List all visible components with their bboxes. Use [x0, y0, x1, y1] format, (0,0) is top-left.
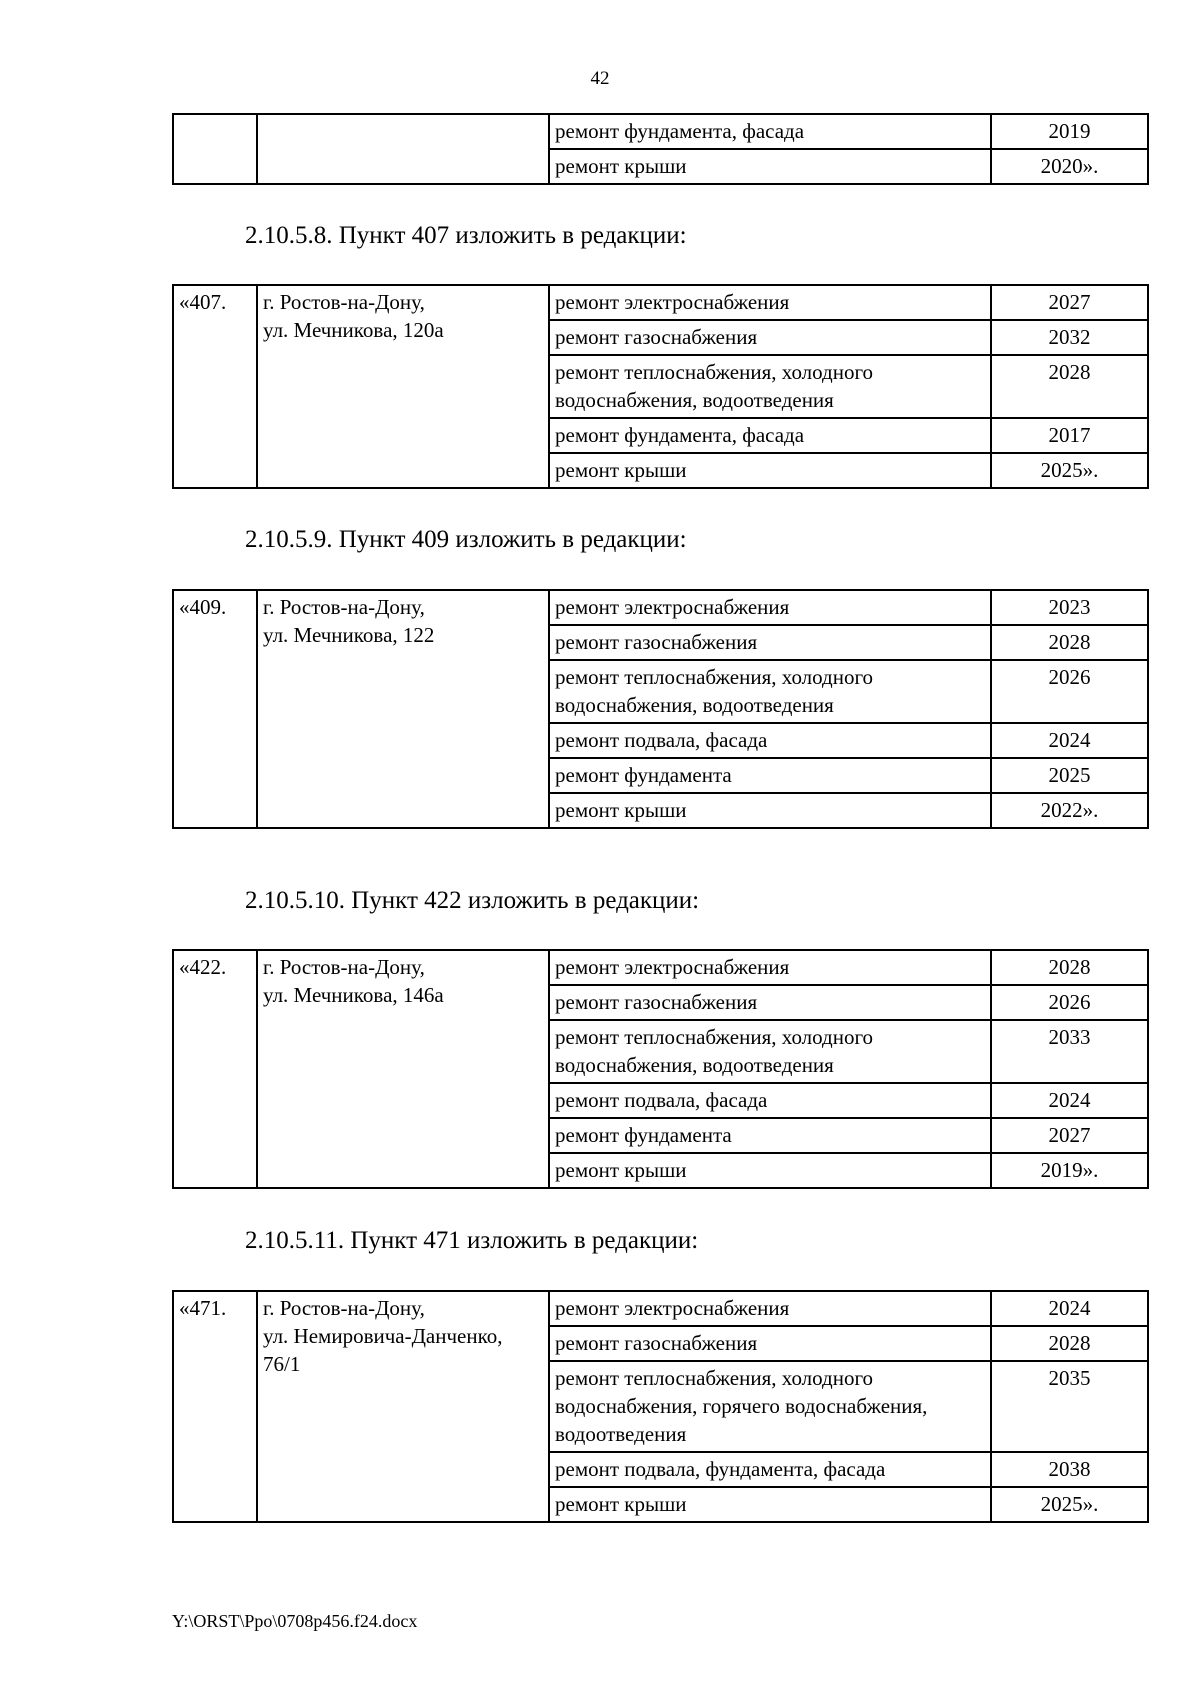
address-cell — [257, 1291, 549, 1522]
year-cell: 2027 — [991, 285, 1148, 320]
table-471 — [172, 1290, 1149, 1523]
year-cell: 2028 — [991, 625, 1148, 660]
work-cell: ремонт теплоснабжения, холодного водоснабжения, водоотведения — [549, 1020, 991, 1083]
number-cell: «422. — [173, 950, 257, 1188]
work-cell: ремонт теплоснабжения, холодного водоснабжения, водоотведения — [549, 660, 991, 723]
table-row — [173, 285, 1148, 320]
work-cell: ремонт газоснабжения — [549, 1326, 991, 1361]
section-heading-409: 2.10.5.9. Пункт 409 изложить в редакции: — [245, 526, 687, 553]
address-city: г. Ростов-на-Дону, — [263, 955, 425, 979]
work-cell: ремонт фундамента, фасада — [549, 114, 991, 149]
table-row — [173, 590, 1148, 625]
year-cell: 2028 — [991, 1326, 1148, 1361]
work-cell: ремонт крыши — [549, 793, 991, 828]
address-cell — [257, 114, 549, 184]
work-cell: ремонт подвала, фасада — [549, 723, 991, 758]
table-422 — [172, 949, 1149, 1189]
work-cell: ремонт крыши — [549, 453, 991, 488]
year-cell: 2028 — [991, 950, 1148, 985]
year-cell: 2023 — [991, 590, 1148, 625]
table-row — [173, 114, 1148, 149]
year-cell: 2032 — [991, 320, 1148, 355]
work-cell: ремонт электроснабжения — [549, 1291, 991, 1326]
work-cell: ремонт фундамента — [549, 758, 991, 793]
address-street: ул. Мечникова, 146а — [263, 983, 444, 1007]
work-cell: ремонт фундамента, фасада — [549, 418, 991, 453]
year-cell: 2033 — [991, 1020, 1148, 1083]
year-cell: 2028 — [991, 355, 1148, 418]
table-409 — [172, 589, 1149, 829]
number-cell — [173, 114, 257, 184]
work-cell: ремонт крыши — [549, 1153, 991, 1188]
work-cell: ремонт крыши — [549, 1487, 991, 1522]
year-cell: 2019». — [991, 1153, 1148, 1188]
table-422-block — [172, 949, 1149, 1189]
work-cell: ремонт газоснабжения — [549, 985, 991, 1020]
work-cell: ремонт газоснабжения — [549, 320, 991, 355]
year-cell: 2024 — [991, 1291, 1148, 1326]
year-cell: 2025 — [991, 758, 1148, 793]
year-cell: 2026 — [991, 660, 1148, 723]
continuation-table-block — [172, 113, 1149, 185]
number-cell: «409. — [173, 590, 257, 828]
work-cell: ремонт газоснабжения — [549, 625, 991, 660]
table-407 — [172, 284, 1149, 489]
table-409-block — [172, 589, 1149, 829]
work-cell: ремонт электроснабжения — [549, 950, 991, 985]
section-heading-471: 2.10.5.11. Пункт 471 изложить в редакции: — [245, 1227, 699, 1254]
year-cell: 2022». — [991, 793, 1148, 828]
address-street: ул. Мечникова, 120а — [263, 318, 444, 342]
work-cell: ремонт подвала, фундамента, фасада — [549, 1452, 991, 1487]
year-cell: 2038 — [991, 1452, 1148, 1487]
work-cell: ремонт электроснабжения — [549, 590, 991, 625]
address-city: г. Ростов-на-Дону, — [263, 595, 425, 619]
work-cell: ремонт крыши — [549, 149, 991, 184]
year-cell: 2025». — [991, 1487, 1148, 1522]
footer-file-path: Y:\ORST\Ppo\0708p456.f24.docx — [172, 1611, 418, 1631]
table-row — [173, 1291, 1148, 1326]
work-cell: ремонт подвала, фасада — [549, 1083, 991, 1118]
address-cell — [257, 285, 549, 488]
year-cell: 2024 — [991, 723, 1148, 758]
year-cell: 2026 — [991, 985, 1148, 1020]
address-street: ул. Немировича-Данченко, 76/1 — [263, 1324, 503, 1376]
table-471-block — [172, 1290, 1149, 1523]
number-cell: «471. — [173, 1291, 257, 1522]
table-row — [173, 950, 1148, 985]
year-cell: 2025». — [991, 453, 1148, 488]
year-cell: 2017 — [991, 418, 1148, 453]
year-cell: 2035 — [991, 1361, 1148, 1452]
address-city: г. Ростов-на-Дону, — [263, 1296, 425, 1320]
work-cell: ремонт фундамента — [549, 1118, 991, 1153]
section-heading-422: 2.10.5.10. Пункт 422 изложить в редакции: — [245, 887, 700, 914]
continuation-table — [172, 113, 1149, 185]
number-cell: «407. — [173, 285, 257, 488]
address-cell — [257, 590, 549, 828]
section-heading-407: 2.10.5.8. Пункт 407 изложить в редакции: — [245, 222, 687, 249]
address-city: г. Ростов-на-Дону, — [263, 290, 425, 314]
table-407-block — [172, 284, 1149, 489]
address-cell — [257, 950, 549, 1188]
work-cell: ремонт теплоснабжения, холодного водоснабжения, горячего водоснабжения, водоотведения — [549, 1361, 991, 1452]
address-street: ул. Мечникова, 122 — [263, 623, 435, 647]
year-cell: 2024 — [991, 1083, 1148, 1118]
work-cell: ремонт электроснабжения — [549, 285, 991, 320]
year-cell: 2019 — [991, 114, 1148, 149]
year-cell: 2027 — [991, 1118, 1148, 1153]
page-number: 42 — [590, 68, 610, 89]
year-cell: 2020». — [991, 149, 1148, 184]
work-cell: ремонт теплоснабжения, холодного водоснабжения, водоотведения — [549, 355, 991, 418]
